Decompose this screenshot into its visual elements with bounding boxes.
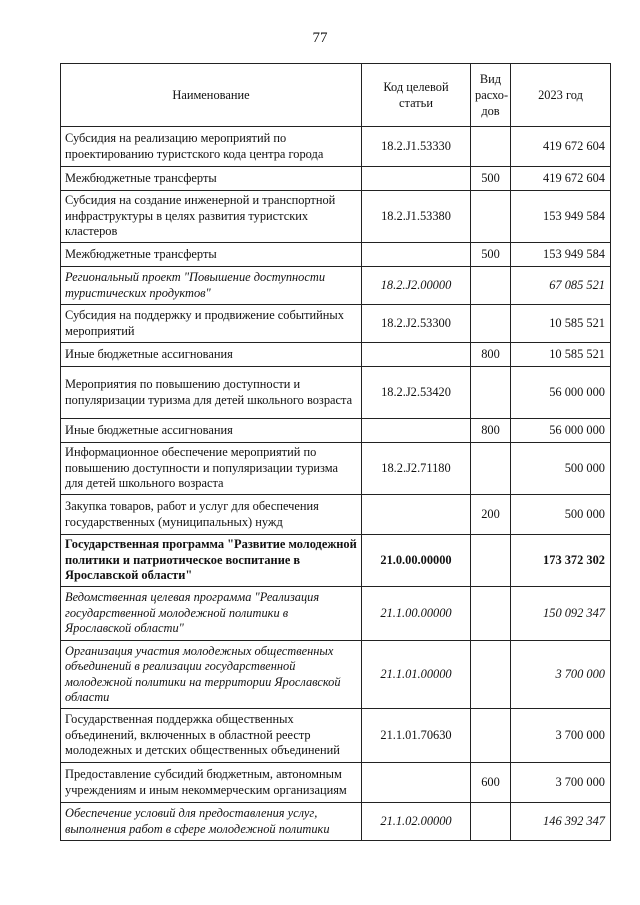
row-code (362, 763, 471, 803)
row-code: 18.2.J2.53420 (362, 367, 471, 419)
row-amount: 153 949 584 (511, 243, 611, 267)
row-code: 21.1.00.00000 (362, 587, 471, 641)
row-code: 21.1.01.70630 (362, 709, 471, 763)
table-row (61, 709, 611, 763)
table-row (61, 535, 611, 587)
row-code: 21.1.01.00000 (362, 641, 471, 709)
row-name: Государственная программа "Развитие молодежной политики и патриотическое воспитание в Ярославской области" (61, 535, 362, 587)
row-amount: 419 672 604 (511, 127, 611, 167)
table-row (61, 495, 611, 535)
row-type (471, 803, 511, 841)
row-type: 800 (471, 343, 511, 367)
row-type: 200 (471, 495, 511, 535)
row-type (471, 587, 511, 641)
header-type: Вид расхо-дов (471, 64, 511, 127)
row-amount: 500 000 (511, 443, 611, 495)
row-name: Субсидия на поддержку и продвижение событийных мероприятий (61, 305, 362, 343)
header-year: 2023 год (511, 64, 611, 127)
header-name: Наименование (61, 64, 362, 127)
row-amount: 500 000 (511, 495, 611, 535)
row-amount: 173 372 302 (511, 535, 611, 587)
row-name: Предоставление субсидий бюджетным, автономным учреждениям и иным некоммерческим организациям (61, 763, 362, 803)
table-row (61, 305, 611, 343)
row-name: Ведомственная целевая программа "Реализация государственной молодежной политики в Ярославской области" (61, 587, 362, 641)
row-name: Иные бюджетные ассигнования (61, 343, 362, 367)
row-name: Субсидия на реализацию мероприятий по проектированию туристского кода центра города (61, 127, 362, 167)
row-amount: 150 092 347 (511, 587, 611, 641)
row-type: 600 (471, 763, 511, 803)
row-amount: 3 700 000 (511, 709, 611, 763)
table-row (61, 127, 611, 167)
row-type (471, 535, 511, 587)
row-code: 18.2.J2.53300 (362, 305, 471, 343)
table-row (61, 367, 611, 419)
row-code (362, 243, 471, 267)
row-name: Закупка товаров, работ и услуг для обеспечения государственных (муниципальных) нужд (61, 495, 362, 535)
row-code: 18.2.J2.00000 (362, 267, 471, 305)
row-type (471, 267, 511, 305)
row-amount: 56 000 000 (511, 419, 611, 443)
row-name: Иные бюджетные ассигнования (61, 419, 362, 443)
row-name: Информационное обеспечение мероприятий по повышению доступности и популяризации туризма для детей школьного возраста (61, 443, 362, 495)
row-name: Государственная поддержка общественных объединений, включенных в областной реестр молодежных и детских общественных объединений (61, 709, 362, 763)
row-type (471, 709, 511, 763)
row-name: Обеспечение условий для предоставления услуг, выполнения работ в сфере молодежной политики (61, 803, 362, 841)
row-name: Межбюджетные трансферты (61, 167, 362, 191)
row-type (471, 191, 511, 243)
row-code: 21.1.02.00000 (362, 803, 471, 841)
row-code (362, 167, 471, 191)
row-code (362, 419, 471, 443)
row-amount: 419 672 604 (511, 167, 611, 191)
row-name: Субсидия на создание инженерной и транспортной инфраструктуры в целях развития туристских кластеров (61, 191, 362, 243)
row-type: 800 (471, 419, 511, 443)
table-row (61, 763, 611, 803)
row-amount: 146 392 347 (511, 803, 611, 841)
row-code (362, 343, 471, 367)
table-row (61, 167, 611, 191)
table-row (61, 587, 611, 641)
row-name: Межбюджетные трансферты (61, 243, 362, 267)
row-code: 18.2.J1.53380 (362, 191, 471, 243)
row-type (471, 641, 511, 709)
row-amount: 10 585 521 (511, 305, 611, 343)
row-amount: 56 000 000 (511, 367, 611, 419)
row-amount: 153 949 584 (511, 191, 611, 243)
table-row (61, 419, 611, 443)
row-amount: 67 085 521 (511, 267, 611, 305)
row-type: 500 (471, 243, 511, 267)
row-code (362, 495, 471, 535)
row-code: 18.2.J2.71180 (362, 443, 471, 495)
row-amount: 3 700 000 (511, 763, 611, 803)
row-type (471, 367, 511, 419)
row-type: 500 (471, 167, 511, 191)
table-row (61, 803, 611, 841)
row-type (471, 127, 511, 167)
row-type (471, 443, 511, 495)
table-row (61, 243, 611, 267)
row-code: 18.2.J1.53330 (362, 127, 471, 167)
row-name: Мероприятия по повышению доступности и популяризации туризма для детей школьного возраста (61, 367, 362, 419)
row-type (471, 305, 511, 343)
row-code: 21.0.00.00000 (362, 535, 471, 587)
row-name: Региональный проект "Повышение доступности туристических продуктов" (61, 267, 362, 305)
row-amount: 3 700 000 (511, 641, 611, 709)
table-row (61, 267, 611, 305)
table-row (61, 343, 611, 367)
header-code: Код целевой статьи (362, 64, 471, 127)
table-row (61, 443, 611, 495)
table-row (61, 641, 611, 709)
row-name: Организация участия молодежных общественных объединений в реализации государственной молодежной политики на территории Ярославской области (61, 641, 362, 709)
table-header-row (61, 64, 611, 127)
table-row (61, 191, 611, 243)
row-amount: 10 585 521 (511, 343, 611, 367)
page-number: 77 (312, 30, 328, 46)
budget-table (60, 63, 611, 841)
table-body (61, 127, 611, 841)
